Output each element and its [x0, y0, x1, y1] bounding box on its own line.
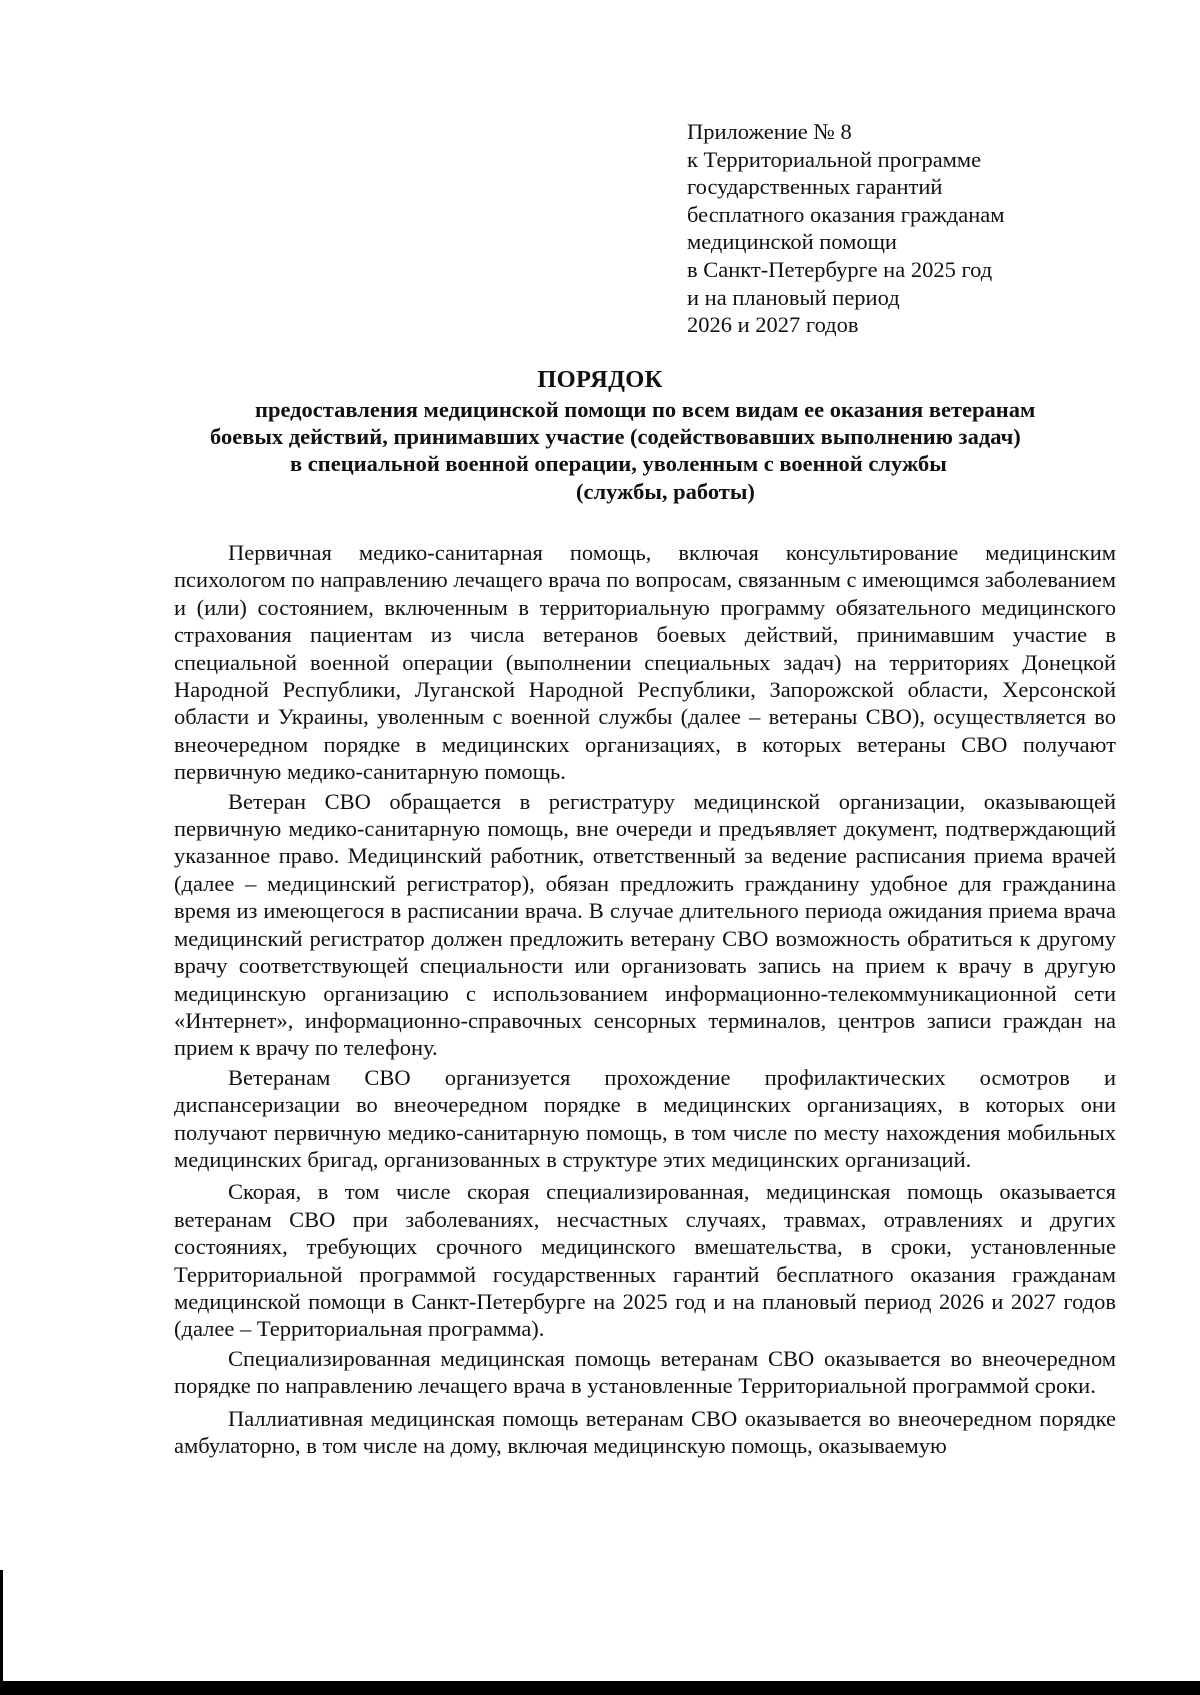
- annex-line: и на плановый период: [687, 284, 900, 310]
- subtitle-line: боевых действий, принимавших участие (содействовавших выполнению задач): [210, 424, 1021, 450]
- body-paragraph: Первичная медико-санитарная помощь, включая консультирование медицинским психологом по направлению лечащего врача по вопросам, связанным с имеющимся заболеванием и (или) состоянием, включенным в территориальную программу обязательного медицинского страхования пациентам из числа ветеранов боевых действий, принимавшим участие в специальной военной операции (выполнении специальных задач) на территориях Донецкой Народной Республики, Луганской Народной Республики, Запорожской области, Херсонской области и Украины, уволенным с военной службы (далее – ветераны СВО), осуществляется во внеочередном порядке в медицинских организациях, в которых ветераны СВО получают первичную медико-санитарную помощь.: [174, 540, 1116, 785]
- annex-line: государственных гарантий: [687, 174, 943, 200]
- annex-line: 2026 и 2027 годов: [687, 312, 859, 338]
- body-paragraph: Ветеран СВО обращается в регистратуру медицинской организации, оказывающей первичную медико-санитарную помощь, вне очереди и предъявляет документ, подтверждающий указанное право. Медицинский работник, ответственный за ведение расписания приема врачей (далее – медицинский регистратор), обязан предложить гражданину удобное для гражданина время из имеющегося в расписании врача. В случае длительного периода ожидания приема врача медицинский регистратор должен предложить ветерану СВО возможность обратиться к другому врачу соответствующей специальности или организовать запись на прием к врачу в другую медицинскую организацию с использованием информационно-телекоммуникационной сети «Интернет», информационно-справочных сенсорных терминалов, центров записи граждан на прием к врачу по телефону.: [174, 788, 1116, 1061]
- body-paragraph: Скорая, в том числе скорая специализированная, медицинская помощь оказывается ветеранам СВО при заболеваниях, несчастных случаях, травмах, отравлениях и других состояниях, требующих срочного медицинского вмешательства, в сроки, установленные Территориальной программой государственных гарантий бесплатного оказания гражданам медицинской помощи в Санкт-Петербурге на 2025 год и на плановый период 2026 и 2027 годов (далее – Территориальная программа).: [174, 1179, 1116, 1342]
- annex-block: [687, 118, 1107, 339]
- annex-line: бесплатного оказания гражданам: [687, 201, 1005, 227]
- document-subtitle: [170, 396, 1120, 505]
- body-paragraph: Специализированная медицинская помощь ветеранам СВО оказывается во внеочередном порядке по направлению лечащего врача в установленные Территориальной программой сроки.: [174, 1345, 1116, 1399]
- body-paragraph: Паллиативная медицинская помощь ветеранам СВО оказывается во внеочередном порядке амбулаторно, в том числе на дому, включая медицинскую помощь, оказываемую: [174, 1405, 1116, 1458]
- annex-line: медицинской помощи: [687, 229, 897, 255]
- annex-line: Приложение № 8: [687, 119, 852, 144]
- subtitle-line: (службы, работы): [576, 478, 755, 504]
- document-body: [174, 539, 1116, 1461]
- scan-border-bottom: [0, 1681, 1200, 1695]
- subtitle-line: предоставления медицинской помощи по всем видам ее оказания ветеранам: [255, 397, 1036, 422]
- subtitle-line: в специальной военной операции, уволенным с военной службы: [290, 451, 947, 477]
- scan-border-left: [0, 1570, 3, 1695]
- document-title: ПОРЯДОК: [537, 366, 663, 393]
- annex-line: в Санкт-Петербурге на 2025 год: [687, 256, 993, 282]
- body-paragraph: Ветеранам СВО организуется прохождение профилактических осмотров и диспансеризации во внеочередном порядке в медицинских организациях, в которых они получают первичную медико-санитарную помощь, в том числе по месту нахождения мобильных медицинских бригад, организованных в структуре этих медицинских организаций.: [174, 1064, 1116, 1172]
- annex-line: к Территориальной программе: [687, 146, 982, 172]
